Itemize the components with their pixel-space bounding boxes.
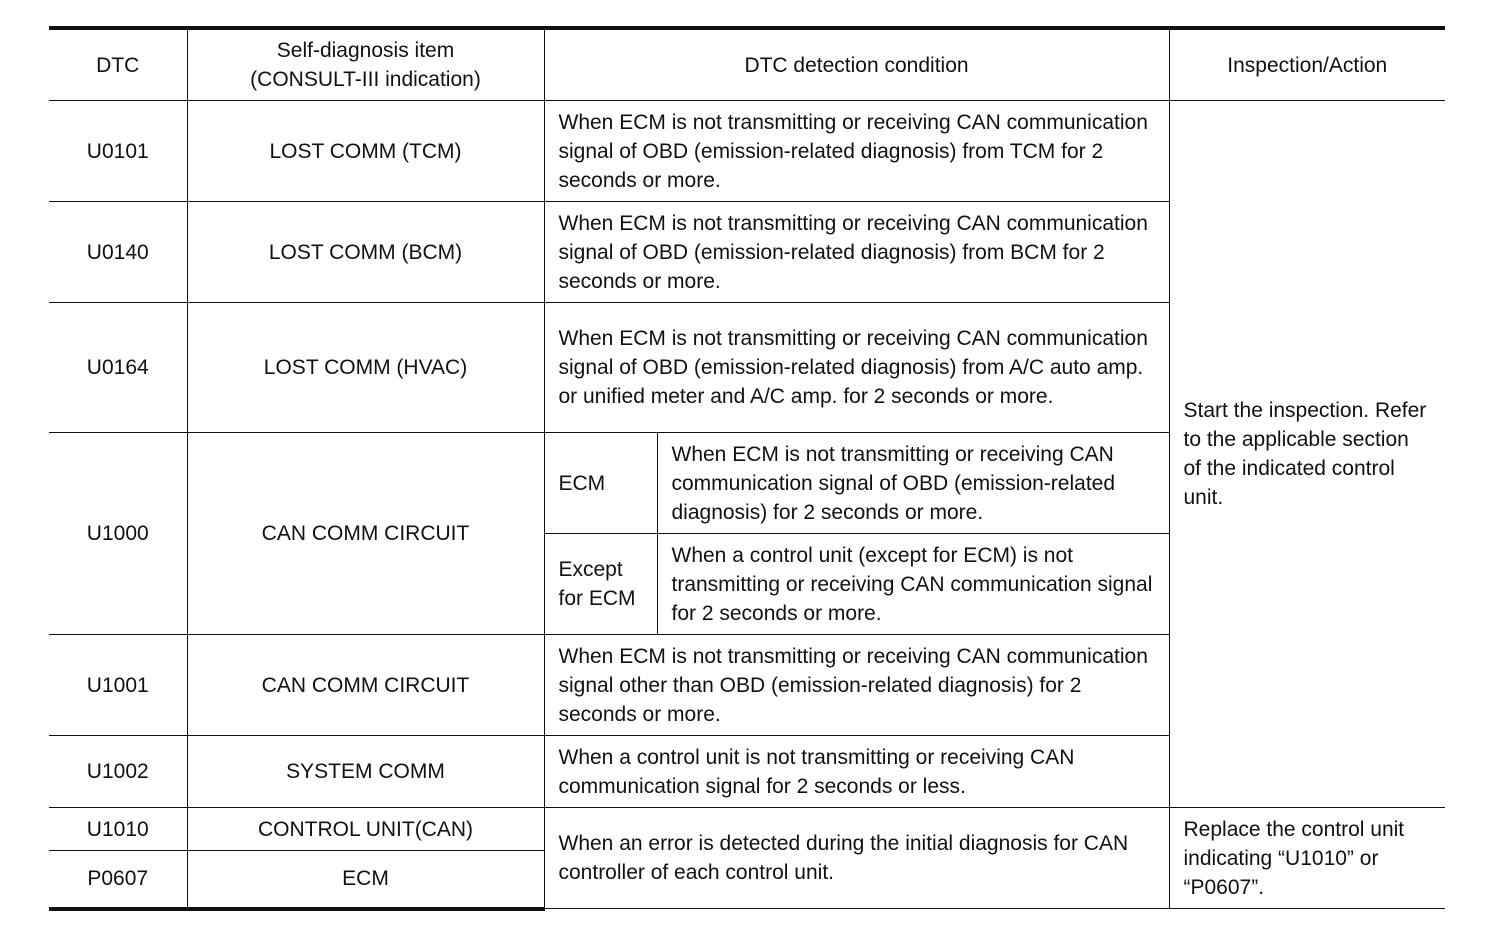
self-diagnosis-item: LOST COMM (HVAC) (187, 303, 544, 433)
dtc-code: U0164 (49, 303, 187, 433)
detection-condition: When ECM is not transmitting or receiving CAN communication signal of OBD (emission-related diagnosis) from A/C auto amp. or unified meter and A/C amp. for 2 seconds or more. (544, 303, 1169, 433)
table-header-row (49, 28, 1445, 101)
header-self-diagnosis-line2: (CONSULT-III indication) (250, 68, 481, 91)
detection-condition: When ECM is not transmitting or receiving CAN communication signal other than OBD (emission-related diagnosis) for 2 seconds or more. (544, 635, 1169, 736)
sub-condition-label: ECM (544, 433, 657, 534)
detection-condition: When ECM is not transmitting or receiving CAN communication signal of OBD (emission-related diagnosis) from TCM for 2 seconds or more. (544, 101, 1169, 202)
header-dtc: DTC (49, 28, 187, 101)
self-diagnosis-item: SYSTEM COMM (187, 736, 544, 808)
header-detection-condition: DTC detection condition (544, 28, 1169, 101)
sub-condition-label: Except for ECM (544, 534, 657, 635)
self-diagnosis-item: CAN COMM CIRCUIT (187, 635, 544, 736)
dtc-code: U1010 (49, 808, 187, 851)
header-self-diagnosis-item (187, 28, 544, 101)
dtc-code: U0101 (49, 101, 187, 202)
dtc-code: P0607 (49, 851, 187, 909)
detection-condition-shared: When an error is detected during the initial diagnosis for CAN controller of each control unit. (544, 808, 1169, 909)
inspection-action-shared: Start the inspection. Refer to the applicable section of the indicated control unit. (1169, 101, 1445, 808)
header-self-diagnosis-line1: Self-diagnosis item (276, 39, 455, 62)
table-row (49, 808, 1445, 851)
dtc-code: U1000 (49, 433, 187, 635)
table-row (49, 101, 1445, 202)
self-diagnosis-item: LOST COMM (BCM) (187, 202, 544, 303)
dtc-code: U1002 (49, 736, 187, 808)
dtc-code: U1001 (49, 635, 187, 736)
self-diagnosis-item: CONTROL UNIT(CAN) (187, 808, 544, 851)
self-diagnosis-item: LOST COMM (TCM) (187, 101, 544, 202)
detection-condition: When ECM is not transmitting or receiving CAN communication signal of OBD (emission-related diagnosis) for 2 seconds or more. (657, 433, 1169, 534)
header-inspection-action: Inspection/Action (1169, 28, 1445, 101)
self-diagnosis-item: ECM (187, 851, 544, 909)
self-diagnosis-item: CAN COMM CIRCUIT (187, 433, 544, 635)
dtc-code: U0140 (49, 202, 187, 303)
dtc-table (49, 26, 1445, 911)
detection-condition: When a control unit (except for ECM) is not transmitting or receiving CAN communication signal for 2 seconds or more. (657, 534, 1169, 635)
inspection-action-replace: Replace the control unit indicating “U1010” or “P0607”. (1169, 808, 1445, 909)
detection-condition: When ECM is not transmitting or receiving CAN communication signal of OBD (emission-related diagnosis) from BCM for 2 seconds or more. (544, 202, 1169, 303)
detection-condition: When a control unit is not transmitting or receiving CAN communication signal for 2 seconds or less. (544, 736, 1169, 808)
